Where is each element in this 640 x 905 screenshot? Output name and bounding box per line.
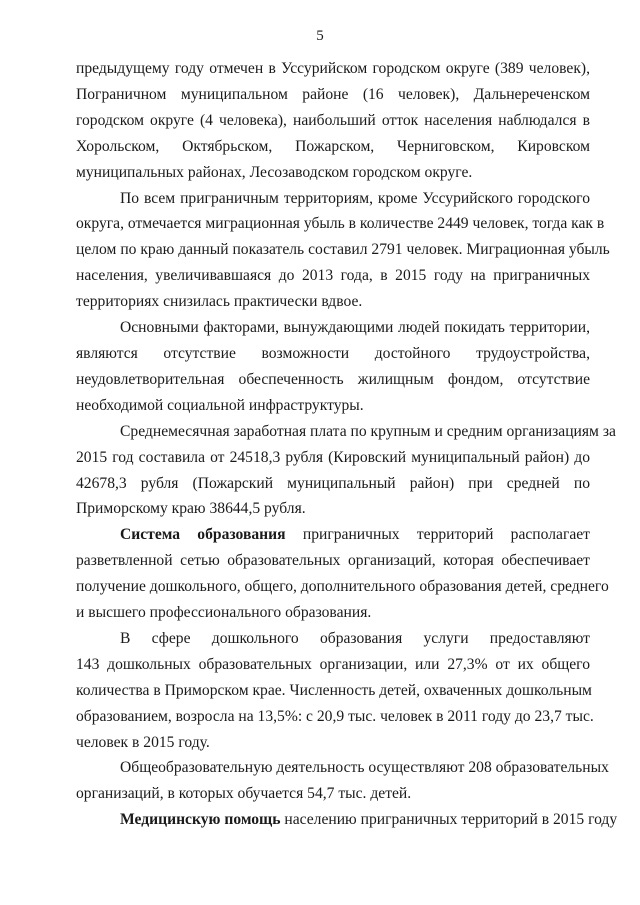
text-line: населения, увеличивавшаяся до 2013 года, в 2015 году на приграничных: [76, 267, 590, 285]
text-line: количества в Приморском крае. Численность детей, охваченных дошкольным: [76, 681, 592, 699]
paragraph-4: [76, 419, 616, 523]
text-run: населению приграничных территорий в 2015 году: [280, 811, 618, 829]
document-body: [76, 56, 618, 833]
paragraph-7: [76, 755, 609, 807]
paragraph-6: [76, 626, 594, 756]
text-line: [76, 807, 618, 833]
page-number: 5: [316, 28, 324, 44]
text-line: предыдущему году отмечен в Уссурийском городском округе (389 человек),: [76, 60, 590, 77]
text-line: 143 дошкольных образовательных организации, или 27,3% от их общего: [76, 655, 590, 673]
text-line: городском округе (4 человека), наибольший отток населения наблюдался в: [76, 111, 590, 129]
text-line: Пограничном муниципальном районе (16 человек), Дальнереченском: [76, 85, 590, 103]
text-line: 2015 год составила от 24518,3 рубля (Кировский муниципальный район) до: [76, 448, 590, 466]
text-line: территориях снизилась практически вдвое.: [76, 293, 363, 311]
text-line: Общеобразовательную деятельность осуществляют 208 образовательных: [120, 759, 609, 777]
text-line: 42678,3 рубля (Пожарский муниципальный район) при средней по: [76, 474, 590, 492]
text-run: приграничных территорий располагает: [285, 526, 590, 544]
text-line: По всем приграничным территориям, кроме Уссурийского городского: [120, 189, 590, 207]
text-line: В сфере дошкольного образования услуги предоставляют: [120, 629, 590, 647]
text-line: Основными факторами, вынуждающими людей покидать территории,: [120, 319, 590, 337]
text-line: образованием, возросла на 13,5%: с 20,9 тыс. человек в 2011 году до 23,7 тыс.: [76, 707, 594, 725]
paragraph-1: [76, 56, 590, 186]
text-line: Приморскому краю 38644,5 рубля.: [76, 500, 306, 518]
paragraph-2: [76, 186, 610, 316]
bold-lead: Медицинскую помощь: [120, 811, 281, 829]
paragraph-3: [76, 315, 590, 419]
text-line: неудовлетворительная обеспеченность жилищным фондом, отсутствие: [76, 370, 590, 388]
bold-lead: Система образования: [120, 526, 286, 544]
text-line: человек в 2015 году.: [76, 733, 210, 751]
text-line: [76, 522, 590, 548]
paragraph-5: [76, 522, 609, 626]
text-line: организаций, в которых обучается 54,7 тыс. детей.: [76, 785, 412, 803]
text-line: округа, отмечается миграционная убыль в количестве 2449 человек, тогда как в: [76, 215, 605, 233]
text-line: разветвленной сетью образовательных организаций, которая обеспечивает: [76, 552, 590, 570]
text-line: целом по краю данный показатель составил 2791 человек. Миграционная убыль: [76, 241, 610, 259]
text-line: Хорольском, Октябрьском, Пожарском, Черниговском, Кировском: [76, 137, 590, 155]
text-line: являются отсутствие возможности достойного трудоустройства,: [76, 344, 590, 362]
text-line: и высшего профессионального образования.: [76, 604, 372, 622]
text-line: получение дошкольного, общего, дополнительного образования детей, среднего: [76, 578, 609, 596]
paragraph-8: [76, 807, 618, 833]
text-line: необходимой социальной инфраструктуры.: [76, 396, 364, 414]
text-line: муниципальных районах, Лесозаводском городском округе.: [76, 163, 473, 181]
text-line: Среднемесячная заработная плата по крупным и средним организациям за: [120, 422, 616, 440]
